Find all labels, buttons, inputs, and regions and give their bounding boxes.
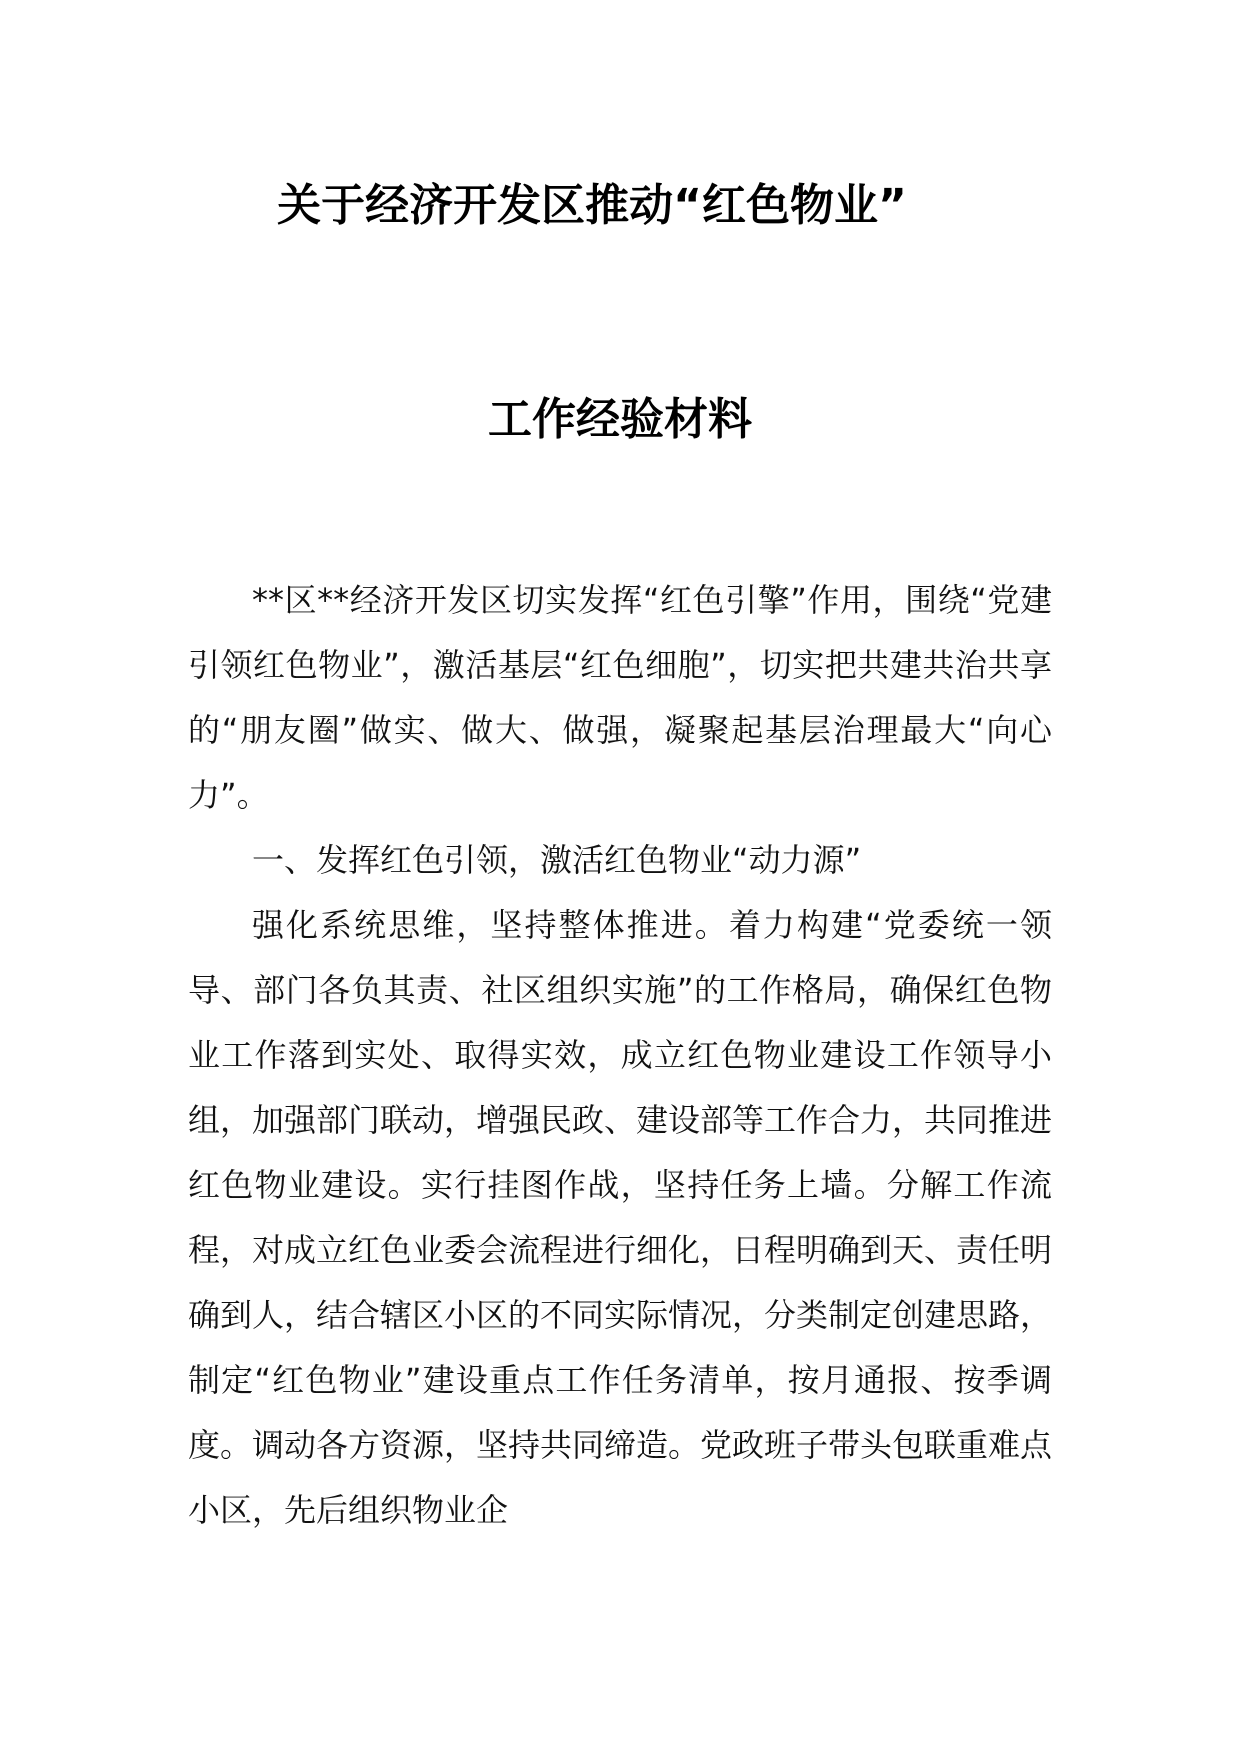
document-title-line-2: 工作经验材料	[488, 394, 752, 445]
body-paragraph-section-1: 强化系统思维，坚持整体推进。着力构建“党委统一领导、部门各负其责、社区组织实施”的工作格局，确保红色物业工作落到实处、取得实效，成立红色物业建设工作领导小组，加强部门联动，增强民政、建设部等工作合力，共同推进红色物业建设。实行挂图作战，坚持任务上墙。分解工作流程，对成立红色业委会流程进行细化，日程明确到天、责任明确到人，结合辖区小区的不同实际情况，分类制定创建思路，制定“红色物业”建设重点工作任务清单，按月通报、按季调度。调动各方资源，坚持共同缔造。党政班子带头包联重难点小区，先后组织物业企	[188, 906, 1053, 1529]
document-title-line-1: 关于经济开发区推动“红色物业”	[277, 180, 907, 231]
section-heading-1: 一、发挥红色引领，激活红色物业“动力源”	[252, 841, 862, 879]
document-body	[188, 568, 1052, 1543]
body-paragraph-intro: **区**经济开发区切实发挥“红色引擎”作用，围绕“党建引领红色物业”，激活基层“红色细胞”，切实把共建共治共享的“朋友圈”做实、做大、做强，凝聚起基层治理最大“向心力”。	[188, 581, 1052, 814]
